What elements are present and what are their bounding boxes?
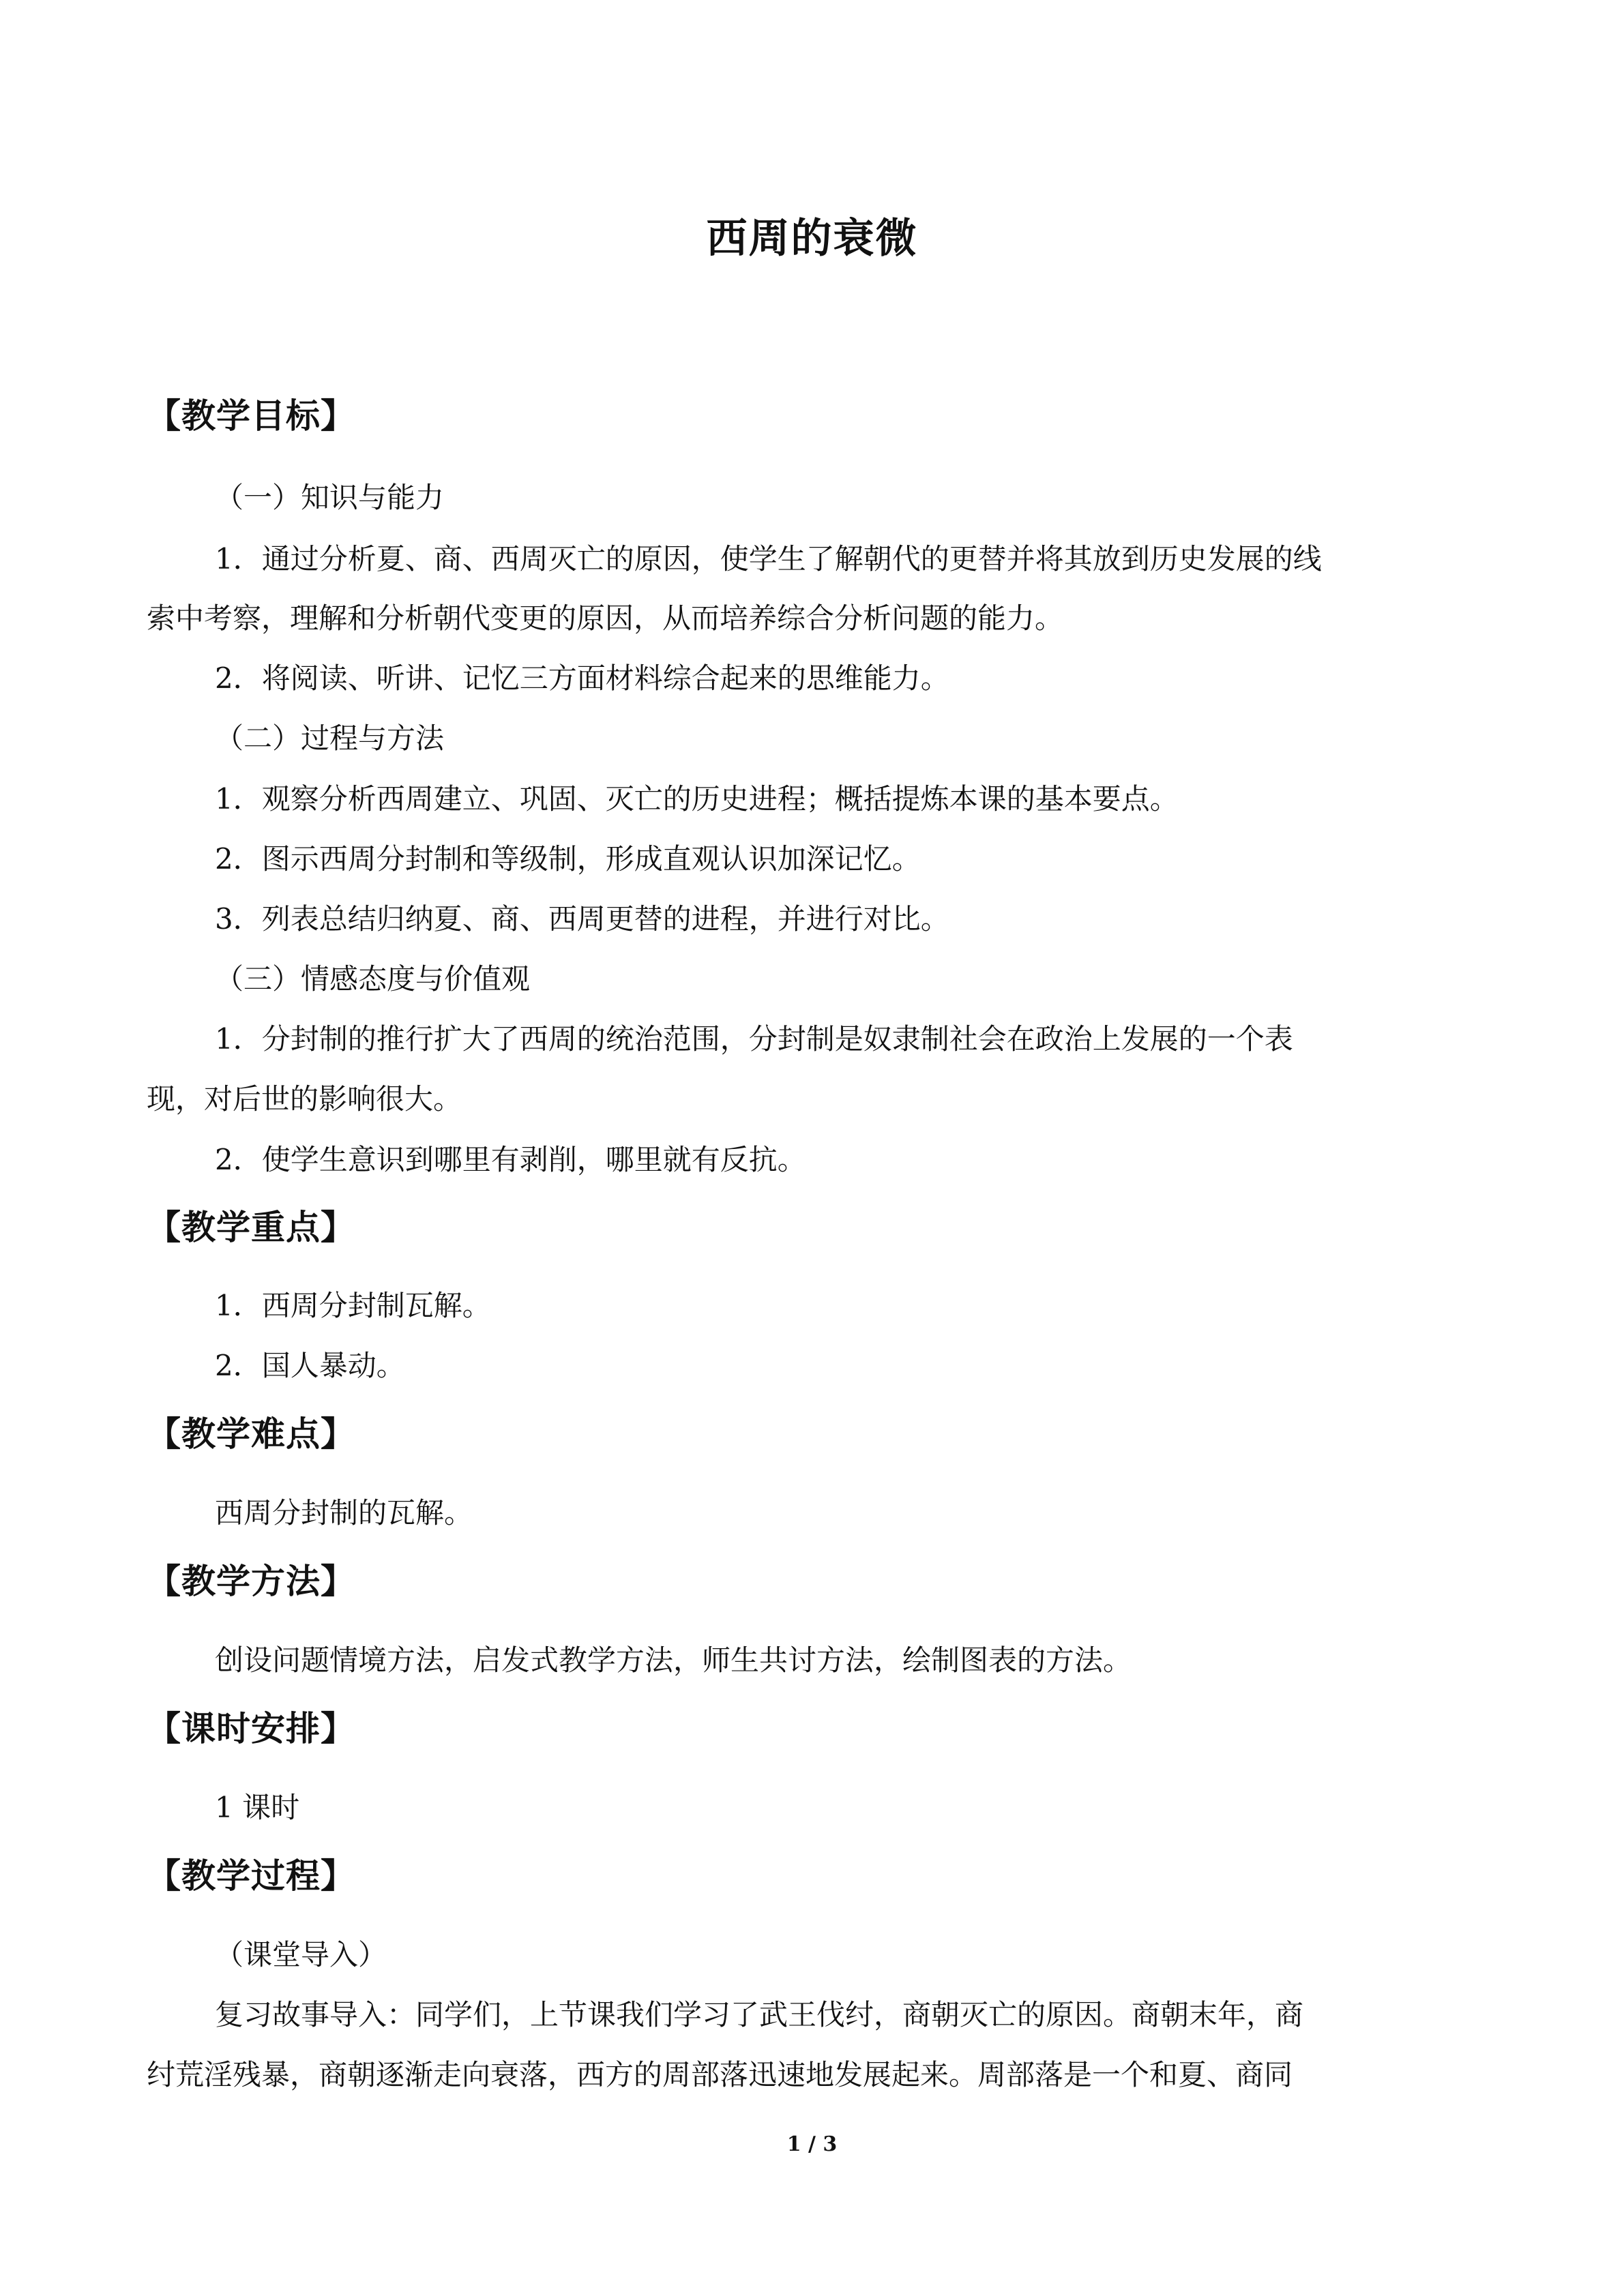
objectives-subheading-values: （三）情感态度与价值观 <box>215 962 531 996</box>
process-paragraph-1-line-1: 复习故事导入：同学们，上节课我们学习了武王伐纣，商朝灭亡的原因。商朝末年，商 <box>215 1998 1304 2031</box>
page-number: 1 / 3 <box>786 2132 838 2156</box>
heading-methods: 【教学方法】 <box>147 1562 355 1601</box>
objectives-paragraph-1-line-1: 1．通过分析夏、商、西周灭亡的原因，使学生了解朝代的更替并将其放到历史发展的线 <box>215 542 1322 576</box>
heading-objectives: 【教学目标】 <box>147 396 355 436</box>
heading-process: 【教学过程】 <box>147 1856 355 1896</box>
objectives-subheading-knowledge: （一）知识与能力 <box>215 481 445 514</box>
heading-schedule: 【课时安排】 <box>147 1709 355 1748</box>
process-paragraph-1-line-2: 纣荒淫残暴，商朝逐渐走向衰落，西方的周部落迅速地发展起来。周部落是一个和夏、商同 <box>147 2058 1293 2091</box>
key-points-paragraph-2: 2．国人暴动。 <box>215 1349 405 1382</box>
objectives-paragraph-7: 2．使学生意识到哪里有剥削，哪里就有反抗。 <box>215 1143 806 1176</box>
key-points-paragraph-1: 1．西周分封制瓦解。 <box>215 1289 491 1322</box>
process-subheading-intro: （课堂导入） <box>215 1938 387 1971</box>
heading-key-points: 【教学重点】 <box>147 1208 355 1247</box>
methods-paragraph-1: 创设问题情境方法，启发式教学方法，师生共讨方法，绘制图表的方法。 <box>215 1643 1132 1677</box>
schedule-paragraph-1: 1 课时 <box>215 1791 300 1824</box>
objectives-paragraph-2: 2．将阅读、听讲、记忆三方面材料综合起来的思维能力。 <box>215 661 949 695</box>
objectives-paragraph-1-line-2: 索中考察，理解和分析朝代变更的原因，从而培养综合分析问题的能力。 <box>147 601 1064 635</box>
difficulties-paragraph-1: 西周分封制的瓦解。 <box>215 1496 473 1530</box>
objectives-paragraph-6-line-2: 现，对后世的影响很大。 <box>147 1082 462 1116</box>
objectives-paragraph-6-line-1: 1．分封制的推行扩大了西周的统治范围，分封制是奴隶制社会在政治上发展的一个表 <box>215 1022 1293 1056</box>
heading-difficulties: 【教学难点】 <box>147 1414 355 1454</box>
objectives-paragraph-3: 1．观察分析西周建立、巩固、灭亡的历史进程；概括提炼本课的基本要点。 <box>215 782 1179 816</box>
document-title: 西周的衰微 <box>706 215 918 263</box>
objectives-subheading-process: （二）过程与方法 <box>215 721 445 755</box>
objectives-paragraph-5: 3．列表总结归纳夏、商、西周更替的进程，并进行对比。 <box>215 902 949 936</box>
objectives-paragraph-4: 2．图示西周分封制和等级制，形成直观认识加深记忆。 <box>215 842 921 876</box>
